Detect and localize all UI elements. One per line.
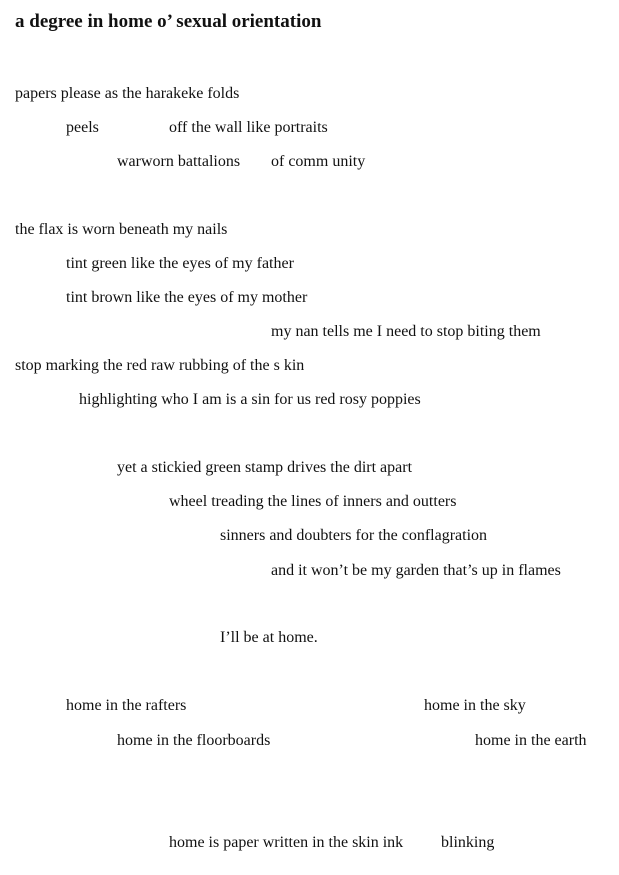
- poem-line: I’ll be at home.: [220, 629, 318, 646]
- poem-line: the flax is worn beneath my nails: [15, 221, 228, 238]
- poem-line: my nan tells me I need to stop biting them: [271, 323, 541, 340]
- poem-line: and it won’t be my garden that’s up in flames: [271, 562, 561, 579]
- poem-line: home in the sky: [424, 697, 526, 714]
- poem-line: papers please as the harakeke folds: [15, 85, 240, 102]
- poem-line: stop marking the red raw rubbing of the s kin: [15, 357, 305, 374]
- poem-line: home in the rafters: [66, 697, 187, 714]
- poem-line: home is paper written in the skin ink: [169, 834, 404, 851]
- poem-line: home in the earth: [475, 732, 587, 749]
- poem-line: highlighting who I am is a sin for us red rosy poppies: [79, 391, 421, 408]
- poem-line: wheel treading the lines of inners and outters: [169, 493, 457, 510]
- poem-line: sinners and doubters for the conflagration: [220, 527, 488, 544]
- poem-line: tint green like the eyes of my father: [66, 255, 294, 272]
- poem-line: tint brown like the eyes of my mother: [66, 289, 308, 306]
- poem-line: yet a stickied green stamp drives the dirt apart: [117, 459, 413, 476]
- poem-line: warworn battalions: [117, 153, 241, 170]
- poem-title: a degree in home o’ sexual orientation: [15, 11, 322, 32]
- poem-line: peels: [66, 119, 99, 136]
- poem-line: off the wall like portraits: [169, 119, 328, 136]
- poem-line: home in the floorboards: [117, 732, 271, 749]
- poem-line: of comm unity: [271, 153, 366, 170]
- poem-line: blinking: [441, 834, 495, 851]
